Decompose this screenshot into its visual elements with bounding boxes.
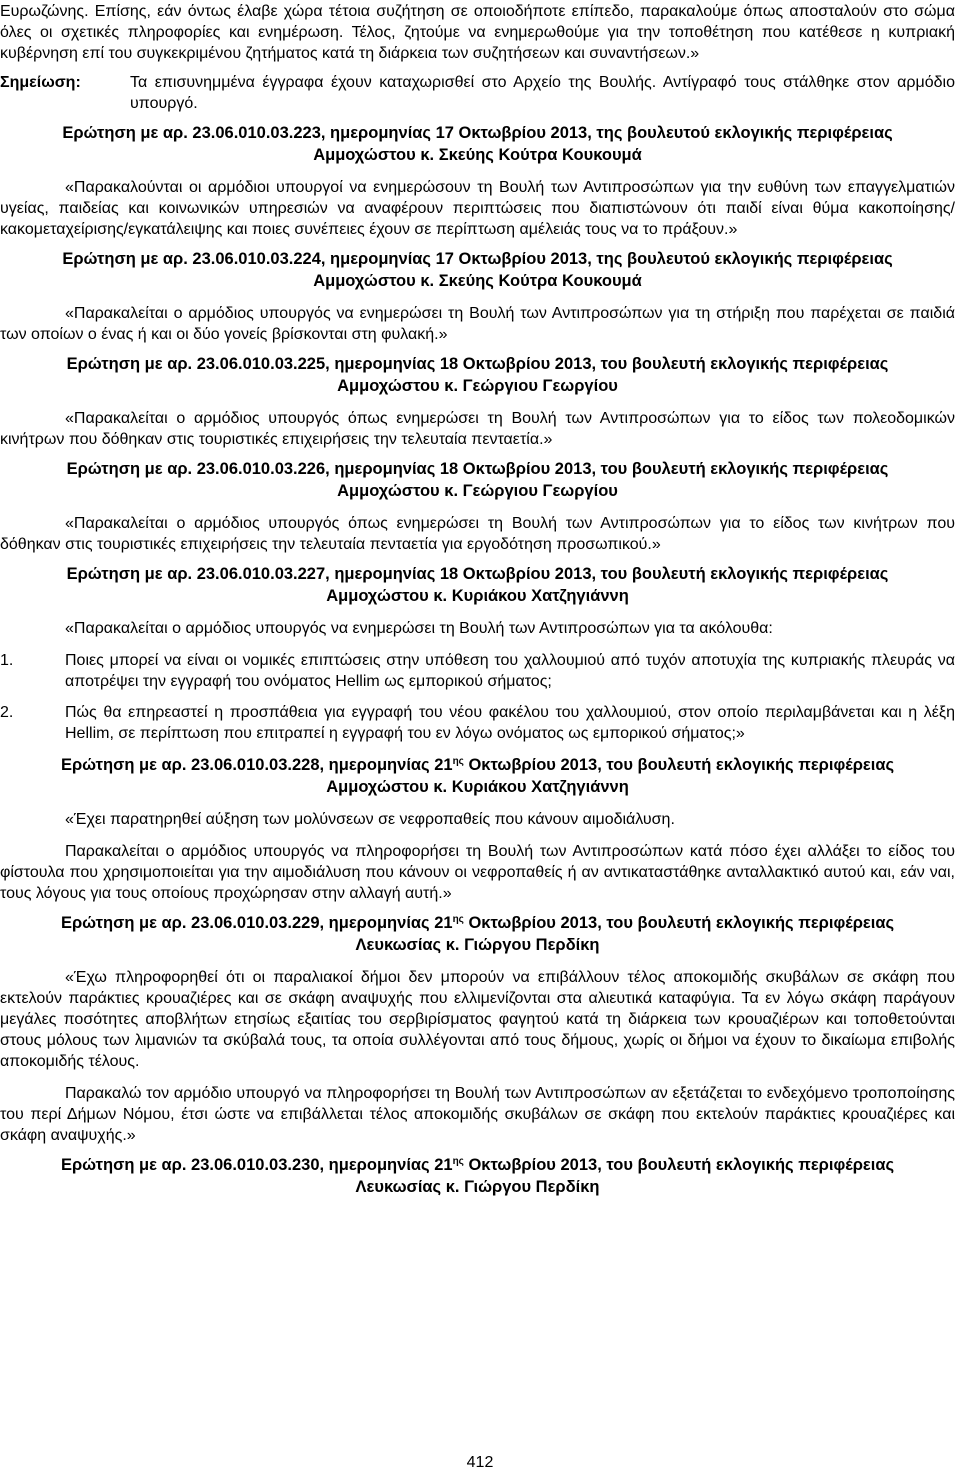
question-title-main: Ερώτηση με αρ. 23.06.010.03.228, ημερομηνίας 21 [60, 756, 453, 774]
question-body: Παρακαλώ τον αρμόδιο υπουργό να πληροφορήσει τη Βουλή των Αντιπροσώπων αν εξετάζεται το ενδεχόμενο τροποποίησης του περί Δήμων Νόμου, έτσι ώστε να επιβάλλεται τέλος αποκομιδής σκυβάλων σε σκάφη που εκτελούν παράκτιες κρουαζιέρες και σκάφη αναψυχής.» [0, 1085, 955, 1144]
intro-paragraph: Ευρωζώνης. Επίσης, εάν όντως έλαβε χώρα τέτοια συζήτηση σε οποιοδήποτε επίπεδο, παρακαλούμε όπως αποσταλούν στο σώμα όλες οι σχετικές πληροφορίες και ενημέρωση. Τέλος, ζητούμε να ενημερωθούμε για την τοποθέτηση που κατέθεσε η κυπριακή κυβέρνηση επί του συγκεκριμένου ζητήματος κατά τη διάρκεια των συζητήσεων και συναντήσεων.» [0, 3, 955, 62]
list-text: Ποιες μπορεί να είναι οι νομικές επιπτώσεις στην υπόθεση του χαλλουμιού από τυχόν αποτυχία της κυπριακής πλευράς να αποτρέψει την εγγραφή του ονόματος Hellim ως εμπορικού σήματος; [65, 652, 955, 690]
numbered-list [0, 650, 955, 744]
question-body: «Έχει παρατηρηθεί αύξηση των μολύνσεων σε νεφροπαθείς που κάνουν αιμοδιάλυση. [65, 811, 675, 828]
question-title-rest: Οκτωβρίου 2013, του βουλευτή εκλογικής περιφέρειας Λευκωσίας κ. Γιώργου Περδίκη [355, 1156, 895, 1196]
question-title-rest: Οκτωβρίου 2013, του βουλευτή εκλογικής περιφέρειας Αμμοχώστου κ. Κυριάκου Χατζηγιάννη [326, 756, 895, 796]
question-title: Ερώτηση με αρ. 23.06.010.03.226, ημερομηνίας 18 Οκτωβρίου 2013, του βουλευτή εκλογικής περιφέρειας Αμμοχώστου κ. Γεώργιου Γεωργίου [66, 460, 889, 500]
list-item [0, 702, 955, 744]
question-title: Ερώτηση με αρ. 23.06.010.03.223, ημερομηνίας 17 Οκτωβρίου 2013, της βουλευτού εκλογικής περιφέρειας Αμμοχώστου κ. Σκεύης Κούτρα Κουκουμά [62, 124, 893, 164]
question-body: «Παρακαλούνται οι αρμόδιοι υπουργοί να ενημερώσουν τη Βουλή των Αντιπροσώπων για την ευθύνη των επαγγελματιών υγείας, παιδείας και κοινωνικών υπηρεσιών να αναφέρουν περιπτώσεις που διαπιστώνουν ότι παιδί είναι θύμα κακοποίησης/κακομεταχείρισης/εγκατάλειψης και ποιες συνέπειες έχουν σε περίπτωση αμέλειάς τους να το πράξουν.» [0, 179, 955, 238]
question-title: Ερώτηση με αρ. 23.06.010.03.224, ημερομηνίας 17 Οκτωβρίου 2013, της βουλευτού εκλογικής περιφέρειας Αμμοχώστου κ. Σκεύης Κούτρα Κουκουμά [62, 250, 893, 290]
question-title-main: Ερώτηση με αρ. 23.06.010.03.229, ημερομηνίας 21 [60, 914, 453, 932]
question-title-superscript: ης [452, 756, 464, 767]
page-number: 412 [466, 1454, 494, 1471]
question-body: «Παρακαλείται ο αρμόδιος υπουργός όπως ενημερώσει τη Βουλή των Αντιπροσώπων για το είδος των κινήτρων που δόθηκαν στις τουριστικές επιχειρήσεις την τελευταία πενταετία για εργοδότηση προσωπικού.» [0, 515, 955, 553]
list-text: Πώς θα επηρεαστεί η προσπάθεια για εγγραφή του νέου φακέλου του χαλλουμιού, στον οποίο περιλαμβάνεται και η λέξη Hellim, σε περίπτωση που επιτραπεί η εγγραφή του εν λόγω ονόματος ως εμπορικού σήματος;» [65, 704, 955, 742]
list-item [0, 650, 955, 692]
question-title-rest: Οκτωβρίου 2013, του βουλευτή εκλογικής περιφέρειας Λευκωσίας κ. Γιώργου Περδίκη [355, 914, 895, 954]
note-label: Σημείωση: [0, 74, 81, 91]
question-title-main: Ερώτηση με αρ. 23.06.010.03.230, ημερομηνίας 21 [60, 1156, 453, 1174]
question-title [0, 912, 955, 956]
list-number: 1. [0, 652, 14, 669]
question-body: «Παρακαλείται ο αρμόδιος υπουργός να ενημερώσει τη Βουλή των Αντιπροσώπων για τα ακόλουθα: [65, 620, 773, 637]
question-body: «Παρακαλείται ο αρμόδιος υπουργός να ενημερώσει τη Βουλή των Αντιπροσώπων για τη στήριξη που παρέχεται σε παιδιά των οποίων ο ένας ή και οι δύο γονείς βρίσκονται στη φυλακή.» [0, 305, 955, 343]
question-title [0, 754, 955, 798]
question-body: «Έχω πληροφορηθεί ότι οι παραλιακοί δήμοι δεν μπορούν να επιβάλλουν τέλος αποκομιδής σκυβάλων σε σκάφη που εκτελούν παράκτιες κρουαζιέρες και σε σκάφη αναψυχής που ελλιμενίζονται στα αλιευτικά καταφύγια. Τα εν λόγω σκάφη παράγουν μεγάλες ποσότητες αποβλήτων ετησίως εξαιτίας του σερβιρίσματος φαγητού κατά τη διάρκεια των κρουαζιέρων και τοποθετούνται στους μόλους των λιμανιών τα σκύβαλά τους, τα οποία συλλέγονται από τους δήμους, χωρίς οι δήμοι να έχουν το δικαίωμα επιβολής αποκομιδής τέλους. [0, 969, 955, 1070]
list-number: 2. [0, 704, 14, 721]
question-title: Ερώτηση με αρ. 23.06.010.03.225, ημερομηνίας 18 Οκτωβρίου 2013, του βουλευτή εκλογικής περιφέρειας Αμμοχώστου κ. Γεώργιου Γεωργίου [66, 355, 889, 395]
question-title [0, 1154, 955, 1198]
question-title-superscript: ης [452, 1156, 464, 1167]
note-block [0, 72, 955, 114]
note-text: Τα επισυνημμένα έγγραφα έχουν καταχωρισθεί στο Αρχείο της Βουλής. Αντίγραφό τους στάλθηκε στον αρμόδιο υπουργό. [130, 74, 955, 112]
question-body: «Παρακαλείται ο αρμόδιος υπουργός όπως ενημερώσει τη Βουλή των Αντιπροσώπων για το είδος των πολεοδομικών κινήτρων που δόθηκαν στις τουριστικές επιχειρήσεις την τελευταία πενταετία.» [0, 410, 955, 448]
question-title: Ερώτηση με αρ. 23.06.010.03.227, ημερομηνίας 18 Οκτωβρίου 2013, του βουλευτή εκλογικής περιφέρειας Αμμοχώστου κ. Κυριάκου Χατζηγιάννη [66, 565, 889, 605]
question-body: Παρακαλείται ο αρμόδιος υπουργός να πληροφορήσει τη Βουλή των Αντιπροσώπων κατά πόσο έχει αλλάξει το είδος του φίστουλα που χρησιμοποιείται για την αιμοδιάλυση που κάνουν οι νεφροπαθείς ή αν αντικαταστάθηκε ανταλλακτικό αυτού και, εάν ναι, τους λόγους για τους οποίους προχώρησαν στην αλλαγή αυτή.» [0, 843, 955, 902]
question-title-superscript: ης [452, 914, 464, 925]
